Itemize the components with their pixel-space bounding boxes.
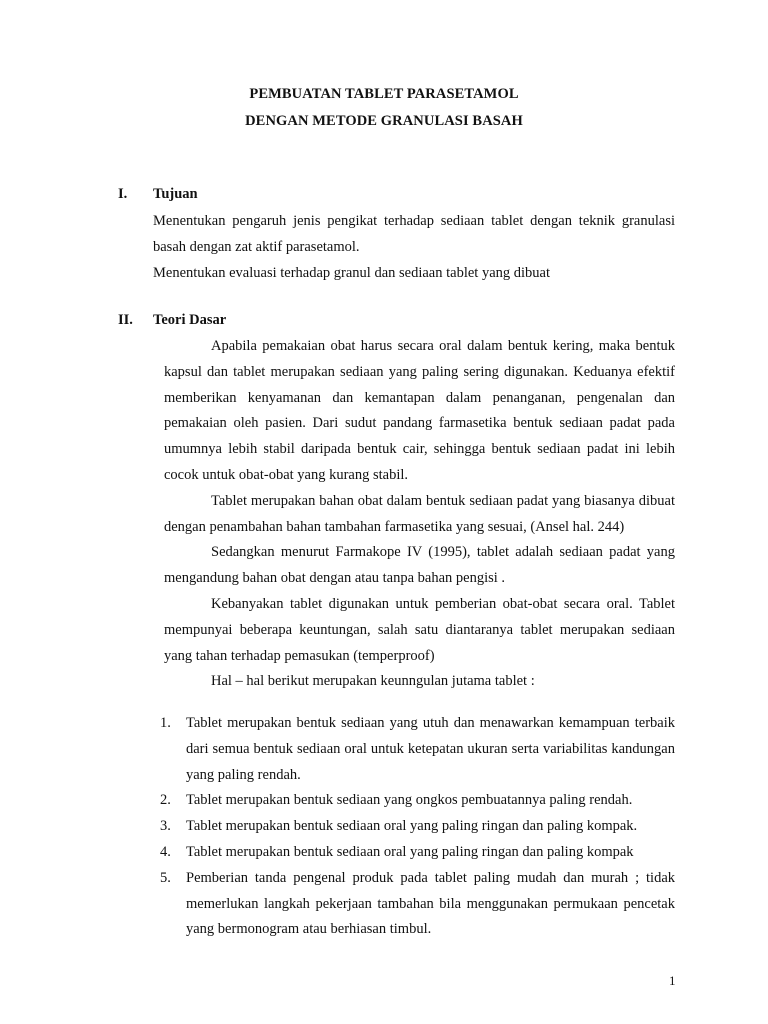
section-heading-tujuan: Tujuan	[153, 186, 198, 202]
list-item	[160, 788, 675, 814]
list-item-number: 4.	[160, 843, 171, 860]
page-number: 1	[669, 973, 676, 988]
teori-paragraph: Apabila pemakaian obat harus secara oral dalam bentuk kering, maka bentuk kapsul dan tablet merupakan sediaan yang paling sering digunakan. Keduanya efektif memberikan kenyamanan dan kemantapan dalam penanganan, pengenalan dan pemakaian oleh pasien. Dari sudut pandang farmasetika bentuk sediaan padat pada umumnya lebih stabil daripada bentuk cair, sehingga bentuk sediaan padat ini lebih cocok untuk obat-obat yang kurang stabil.	[164, 338, 675, 483]
section-teori-dasar-body	[164, 334, 675, 695]
section-number-2: II.	[118, 312, 133, 328]
teori-paragraph: Hal – hal berikut merupakan keunngulan jutama tablet :	[211, 673, 535, 690]
tujuan-paragraph: Menentukan evaluasi terhadap granul dan sediaan tablet yang dibuat	[153, 264, 550, 281]
teori-paragraph: Sedangkan menurut Farmakope IV (1995), tablet adalah sediaan padat yang mengandung bahan obat dengan atau tanpa bahan pengisi .	[164, 544, 675, 587]
list-item-number: 2.	[160, 792, 171, 809]
teori-paragraph: Tablet merupakan bahan obat dalam bentuk sediaan padat yang biasanya dibuat dengan penambahan bahan tambahan farmasetika yang sesuai, (Ansel hal. 244)	[164, 492, 675, 535]
list-item	[160, 711, 675, 788]
list-item-text: Tablet merupakan bentuk sediaan yang utuh dan menawarkan kemampuan terbaik dari semua bentuk sediaan oral untuk ketepatan ukuran serta variabilitas kandungan yang paling rendah.	[186, 715, 675, 783]
list-item-text: Pemberian tanda pengenal produk pada tablet paling mudah dan murah ; tidak memerlukan langkah pekerjaan tambahan bila menggunakan permukaan pencetak yang bermonogram atau berhiasan timbul.	[186, 869, 675, 938]
list-item-text: Tablet merupakan bentuk sediaan oral yang paling ringan dan paling kompak	[186, 843, 634, 860]
list-item	[160, 814, 675, 840]
teori-paragraph: Kebanyakan tablet digunakan untuk pemberian obat-obat secara oral. Tablet mempunyai beberapa keuntungan, salah satu diantaranya tablet merupakan sediaan yang tahan terhadap pemasukan (temperproof)	[164, 595, 675, 664]
section-number-1: I.	[118, 186, 128, 202]
list-item-number: 5.	[160, 869, 171, 886]
list-item-text: Tablet merupakan bentuk sediaan yang ongkos pembuatannya paling rendah.	[186, 792, 633, 809]
section-heading-teori-dasar: Teori Dasar	[153, 312, 227, 328]
advantages-list	[160, 711, 675, 943]
document-title-line-2: DENGAN METODE GRANULASI BASAH	[245, 113, 523, 129]
list-item	[160, 866, 675, 943]
list-item-text: Tablet merupakan bentuk sediaan oral yang paling ringan dan paling kompak.	[186, 818, 638, 835]
list-item	[160, 840, 675, 866]
tujuan-paragraph: Menentukan pengaruh jenis pengikat terhadap sediaan tablet dengan teknik granulasi basah dengan zat aktif parasetamol.	[153, 213, 675, 255]
list-item-number: 3.	[160, 818, 171, 835]
document-title-line-1: PEMBUATAN TABLET PARASETAMOL	[249, 86, 519, 102]
section-tujuan-body	[153, 209, 675, 286]
list-item-number: 1.	[160, 715, 171, 731]
